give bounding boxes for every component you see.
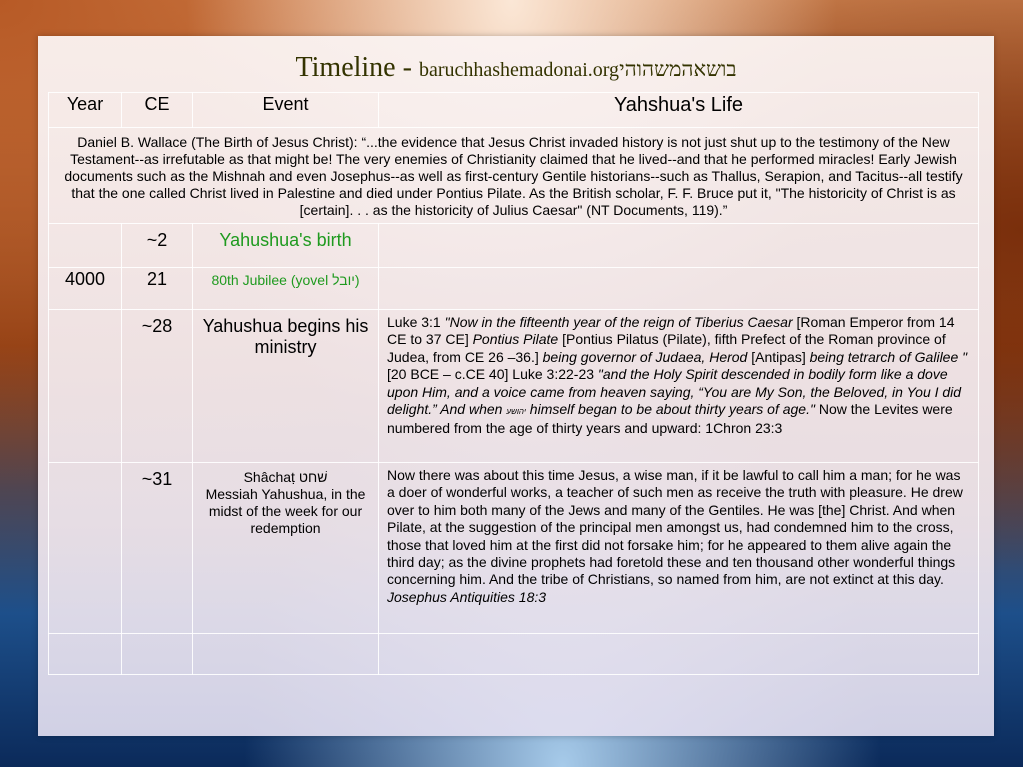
- page-title: [38, 52, 994, 84]
- row-ce: ~2: [122, 224, 193, 268]
- life-source: Josephus Antiquities 18:3: [387, 588, 547, 605]
- title-main: Timeline -: [295, 52, 419, 83]
- row-life: [379, 268, 979, 310]
- event-title: Shâchaṭ שׁחט: [243, 469, 328, 485]
- title-hebrew: בושאהמשהוהי: [619, 57, 737, 81]
- row-ce: ~31: [122, 463, 193, 634]
- row-life: Now there was about this time Jesus, a wise man, if it be lawful to call him a man; for he was a doer of wonderful works, a teacher of such men as receive the truth with pleasure. He drew over to him both many of the Jews and many of the Gentiles. He was [the] Christ. And when Pilate, at the suggestion of the principal men amongst us, had condemned him to the cross, those that loved him at the first did not forsake him; for he appeared to them alive again the third day; as the divine prophets had foretold these and ten thousand other wonderful things concerning him. And the tribe of Christians, so named from him, are not extinct at this day. Josephus Antiquities 18:3: [379, 463, 979, 634]
- timeline-table: [48, 92, 979, 675]
- event-body: Messiah Yahushua, in the midst of the week for our redemption: [205, 486, 366, 536]
- table-row: [49, 268, 979, 310]
- intro-row: [49, 128, 979, 224]
- row-event: Yahushua begins his ministry: [193, 310, 379, 463]
- row-ce: 21: [122, 268, 193, 310]
- header-row: [49, 93, 979, 128]
- table-row: [49, 463, 979, 634]
- row-event: Yahushua's birth: [193, 224, 379, 268]
- row-year: [49, 310, 122, 463]
- header-year: Year: [49, 93, 122, 128]
- intro-quote: Daniel B. Wallace (The Birth of Jesus Christ): “...the evidence that Jesus Christ invaded history is not just shut up to the testimony of the New Testament--as irrefutable as that might be! The very enemies of Christianity claimed that he lived--and that he performed miracles! Early Jewish documents such as the Mishnah and even Josephus--as well as first-century Gentile historians--such as Thallus, Serapion, and Tacitus--all testify that the one called Christ lived in Palestine and died under Pontius Pilate. As the British scholar, F. F. Bruce put it, "The historicity of Christ is as [certain]. . . as the historicity of Julius Caesar" (NT Documents, 119).”: [49, 128, 979, 224]
- title-site: baruchhashemadonai.org: [418, 59, 620, 81]
- row-year: [49, 463, 122, 634]
- row-year: 4000: [49, 268, 122, 310]
- row-life: [379, 224, 979, 268]
- row-life: Luke 3:1 "Now in the fifteenth year of the reign of Tiberius Caesar [Roman Emperor from 14 CE to 37 CE] Pontius Pilate [Pontius Pilatus (Pilate), fifth Prefect of the Roman province of Judea, from CE 26 –36.] being governor of Judaea, Herod [Antipas] being tetrarch of Galilee " [20 BCE – c.CE 40] Luke 3:22-23 "and the Holy Spirit descended in bodily form like a dove upon Him, and a voice came from heaven saying, “You are My Son, the Beloved, in You I did delight.” And when יהושע himself began to be about thirty years of age." Now the Levites were numbered from the age of thirty years and upward: 1Chron 23:3: [379, 310, 979, 463]
- header-event: Event: [193, 93, 379, 128]
- table-row-empty: [49, 634, 979, 675]
- table-row: [49, 310, 979, 463]
- row-event: 80th Jubilee (yovel יובל): [193, 268, 379, 310]
- row-year: [49, 224, 122, 268]
- table-row: [49, 224, 979, 268]
- header-ce: CE: [122, 93, 193, 128]
- row-ce: ~28: [122, 310, 193, 463]
- row-event: [193, 463, 379, 634]
- header-life: Yahshua's Life: [379, 93, 979, 128]
- slide: [38, 36, 994, 736]
